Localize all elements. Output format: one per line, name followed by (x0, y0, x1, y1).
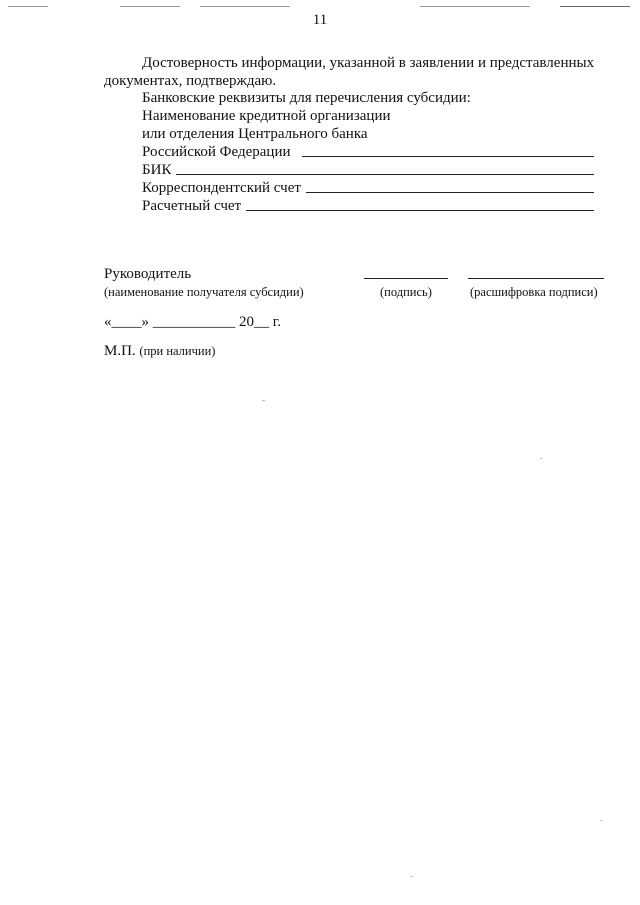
signature-fill-line (364, 278, 448, 279)
bik-label: БИК (142, 162, 172, 178)
settlement-account-fill-line (246, 210, 594, 211)
scan-artifact (120, 6, 180, 7)
scan-speck (410, 876, 413, 877)
scan-artifact (200, 6, 290, 7)
date-year-suffix: г. (272, 314, 281, 330)
seal-label: М.П. (104, 343, 136, 359)
date-day-blank: ____ (111, 314, 142, 330)
scan-artifact (560, 6, 630, 7)
date-month-blank: ___________ (152, 314, 236, 330)
bank-name-fill-line (302, 156, 594, 157)
bank-name-line-1: Наименование кредитной организации (142, 108, 391, 124)
certification-line-2: документах, подтверждаю. (104, 73, 277, 89)
recipient-name-caption: (наименование получателя субсидии) (104, 285, 304, 299)
date-close-quote: » (141, 314, 149, 330)
page-number: 11 (312, 12, 328, 28)
signature-decode-fill-line (468, 278, 604, 279)
scan-speck (262, 400, 265, 401)
corr-account-fill-line (306, 192, 594, 193)
scan-artifact (420, 6, 530, 7)
date-line (104, 313, 281, 331)
bik-fill-line (176, 174, 594, 175)
scan-speck (600, 820, 602, 821)
scan-artifact (8, 6, 48, 7)
date-open-quote: « (104, 314, 112, 330)
head-role-label: Руководитель (104, 266, 192, 282)
seal-line (104, 342, 215, 360)
signature-caption: (подпись) (380, 285, 432, 299)
bank-details-heading: Банковские реквизиты для перечисления субсидии: (142, 90, 471, 106)
settlement-account-label: Расчетный счет (142, 198, 242, 214)
certification-line-1: Достоверность информации, указанной в заявлении и представленных (142, 55, 595, 71)
date-year-prefix: 20__ (239, 314, 269, 330)
signature-decode-caption: (расшифровка подписи) (470, 285, 598, 299)
bank-name-line-3: Российской Федерации (142, 144, 291, 160)
corr-account-label: Корреспондентский счет (142, 180, 301, 196)
bank-name-line-2: или отделения Центрального банка (142, 126, 368, 142)
scan-speck (540, 458, 542, 459)
seal-note: (при наличии) (139, 344, 216, 358)
